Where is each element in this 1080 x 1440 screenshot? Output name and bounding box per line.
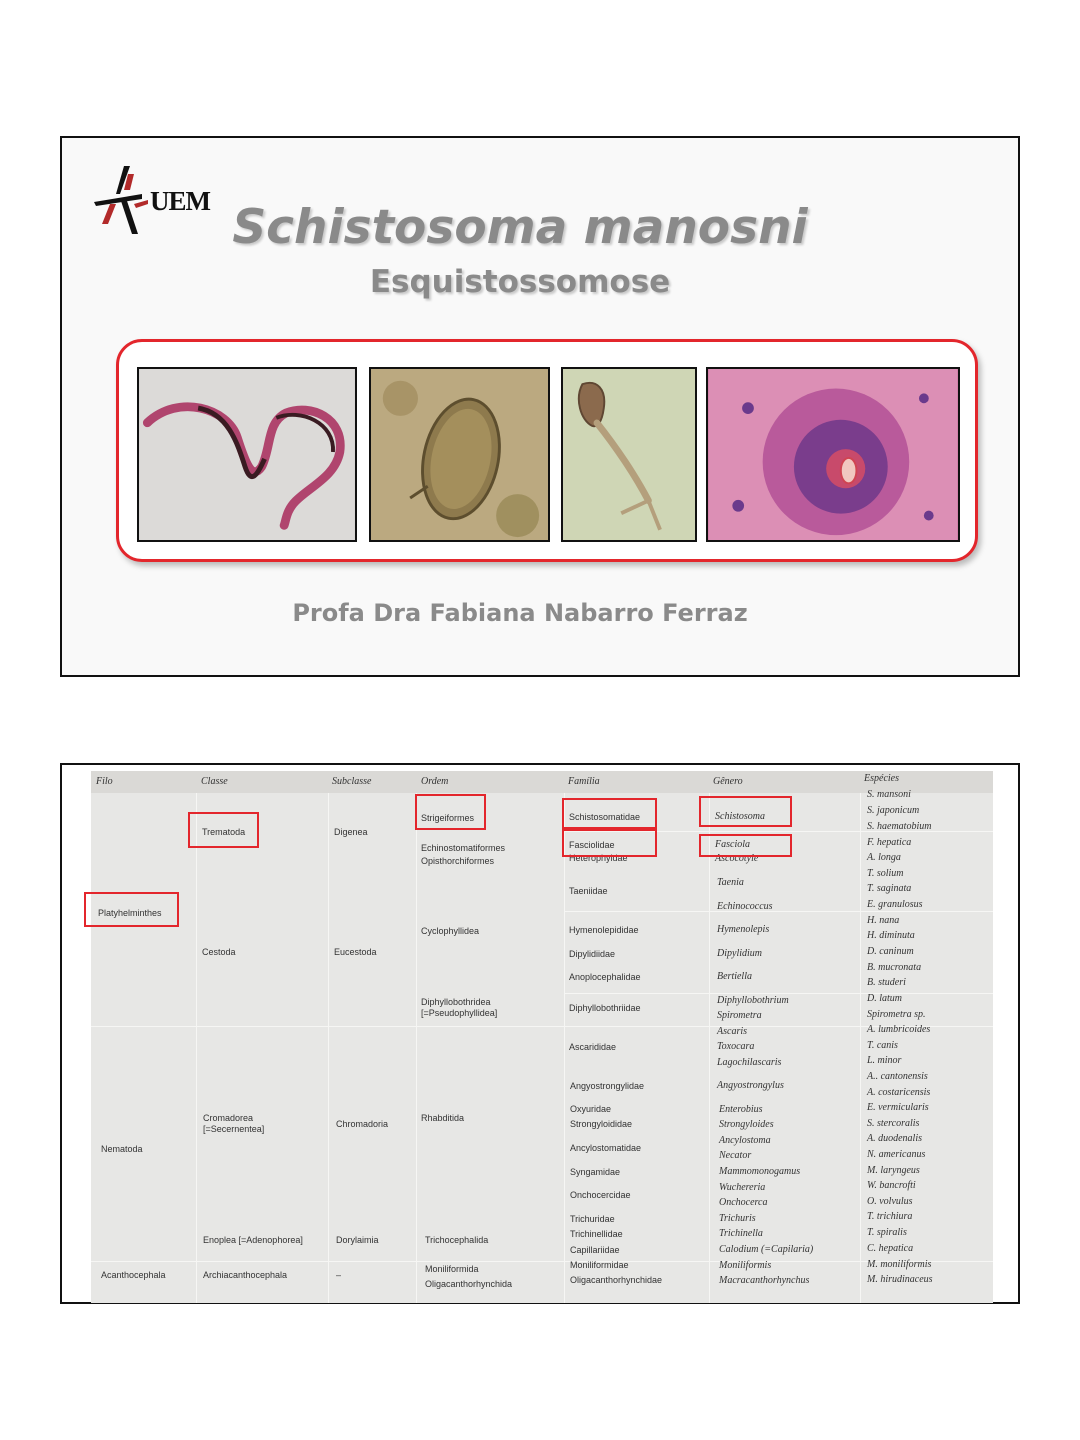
species-t-spiralis: T. spiralis xyxy=(867,1227,907,1238)
header-filo: Filo xyxy=(96,776,113,787)
family-hymenolepididae: Hymenolepididae xyxy=(569,925,639,935)
genus-fasciola: Fasciola xyxy=(715,839,750,850)
genus-enterobius: Enterobius xyxy=(719,1104,763,1115)
adult-worm-image xyxy=(137,367,357,542)
genus-macracanthorhynchus: Macracanthorhynchus xyxy=(719,1275,810,1286)
family-oxyuridae: Oxyuridae xyxy=(570,1104,612,1114)
genus-calodium: Calodium (=Capilaria) xyxy=(719,1244,814,1255)
cercaria-image xyxy=(561,367,697,542)
family-ancylostomatidae: Ancylostomatidae xyxy=(570,1143,642,1153)
family-fasciolidae: Fasciolidae xyxy=(569,840,615,850)
order-rhabditida: Rhabditida xyxy=(421,1113,465,1123)
genus-angyostrongylus: Angyostrongylus xyxy=(717,1080,784,1091)
species-a-duodenalis: A. duodenalis xyxy=(867,1133,922,1144)
species-b-mucronata: B. mucronata xyxy=(867,962,922,973)
family-trichuridae: Trichuridae xyxy=(570,1214,615,1224)
species-s-haematobium: S. haematobium xyxy=(867,821,932,832)
species-s-japonicum: S. japonicum xyxy=(867,805,920,816)
header-especies: Espécies xyxy=(864,773,899,784)
species-n-americanus: N. americanus xyxy=(867,1149,926,1160)
class-archiacanthocephala: Archiacanthocephala xyxy=(203,1270,288,1280)
family-schistosomatidae: Schistosomatidae xyxy=(569,812,641,822)
family-diphyllobothriidae: Diphyllobothriidae xyxy=(569,1003,641,1013)
species-f-hepatica: F. hepatica xyxy=(867,837,912,848)
genus-wuchereria: Wuchereria xyxy=(719,1182,766,1193)
species-b-studeri: B. studeri xyxy=(867,977,906,988)
species-spirometra-sp: Spirometra sp. xyxy=(867,1009,926,1020)
species-t-canis: T. canis xyxy=(867,1040,898,1051)
genus-trichuris: Trichuris xyxy=(719,1213,756,1224)
order-strigeiformes: Strigeiformes xyxy=(421,813,475,823)
header-ordem: Ordem xyxy=(421,776,449,787)
phylum-platyhelminthes: Platyhelminthes xyxy=(98,908,162,918)
species-s-mansoni: S. mansoni xyxy=(867,789,911,800)
family-heterophyidae: Heterophyidae xyxy=(569,853,628,863)
genus-onchocerca: Onchocerca xyxy=(719,1197,768,1208)
title-slide xyxy=(60,136,1020,677)
species-s-stercoralis: S. stercoralis xyxy=(867,1118,920,1129)
genus-schistosoma: Schistosoma xyxy=(715,811,765,822)
class-trematoda: Trematoda xyxy=(202,827,246,837)
genus-echinococcus: Echinococcus xyxy=(717,901,773,912)
species-e-granulosus: E. granulosus xyxy=(867,899,923,910)
phylum-acanthocephala: Acanthocephala xyxy=(101,1270,166,1280)
family-taeniidae: Taeniidae xyxy=(569,886,608,896)
species-m-moniliformis: M. moniliformis xyxy=(867,1259,932,1270)
genus-mammomonogamus: Mammomonogamus xyxy=(719,1166,801,1177)
species-t-saginata: T. saginata xyxy=(867,883,912,894)
genus-taenia: Taenia xyxy=(717,877,744,888)
header-classe: Classe xyxy=(201,776,228,787)
subclass-dorylaimia: Dorylaimia xyxy=(336,1235,379,1245)
species-d-latum: D. latum xyxy=(867,993,902,1004)
species-a-lumbricoides: A. lumbricoides xyxy=(867,1024,931,1035)
header-genero: Gênero xyxy=(713,776,743,787)
highlight-schistosomatidae xyxy=(562,798,657,829)
genus-spirometra: Spirometra xyxy=(717,1010,762,1021)
species-o-volvulus: O. volvulus xyxy=(867,1196,913,1207)
species-a-longa: A. longa xyxy=(867,852,901,863)
species-t-solium: T. solium xyxy=(867,868,904,879)
header-subclasse: Subclasse xyxy=(332,776,372,787)
family-ascarididae: Ascarididae xyxy=(569,1042,617,1052)
genus-hymenolepis: Hymenolepis xyxy=(717,924,770,935)
order-cyclophyllidea: Cyclophyllidea xyxy=(421,926,480,936)
subclass-digenea: Digenea xyxy=(334,827,368,837)
family-capillariidae: Capillariidae xyxy=(570,1245,620,1255)
family-syngamidae: Syngamidae xyxy=(570,1167,621,1177)
species-m-laryngeus: M. laryngeus xyxy=(867,1165,920,1176)
family-strongyloididae: Strongyloididae xyxy=(570,1119,633,1129)
egg-image xyxy=(369,367,550,542)
highlight-trematoda xyxy=(188,812,259,848)
family-moniliformidae: Moniliformidae xyxy=(570,1260,629,1270)
slide-title: Schistosoma manosni xyxy=(232,200,808,255)
species-t-trichiura: T. trichiura xyxy=(867,1211,913,1222)
slide-subtitle: Esquistossomose xyxy=(369,264,671,300)
family-onchocercidae: Onchocercidae xyxy=(570,1190,631,1200)
genus-ascocotyle: Ascocotyle xyxy=(715,853,759,864)
genus-ascaris: Ascaris xyxy=(717,1026,747,1037)
highlight-platyhelminthes xyxy=(84,892,179,927)
highlight-fasciola xyxy=(699,834,792,857)
order-moniliformida: Moniliformida xyxy=(425,1264,479,1274)
family-trichinellidae: Trichinellidae xyxy=(570,1229,623,1239)
species-a-cantonensis: A.. cantonensis xyxy=(867,1071,928,1082)
species-w-bancrofti: W. bancrofti xyxy=(867,1180,916,1191)
subclass-eucestoda: Eucestoda xyxy=(334,947,377,957)
header-familia: Família xyxy=(568,776,600,787)
subclass-chromadoria: Chromadoria xyxy=(336,1119,389,1129)
species-d-caninum: D. caninum xyxy=(867,946,914,957)
subclass-none: – xyxy=(336,1270,342,1280)
order-oligacanthorhynchida: Oligacanthorhynchida xyxy=(425,1279,513,1289)
class-cromadorea: Cromadorea [=Secernentea] xyxy=(203,1113,265,1134)
order-trichocephalida: Trichocephalida xyxy=(425,1235,489,1245)
order-echinostomatiformes: Echinostomatiformes xyxy=(421,843,506,853)
tissue-histology-image xyxy=(706,367,960,542)
highlight-schistosoma xyxy=(699,796,792,827)
taxonomy-slide xyxy=(60,763,1020,1304)
genus-ancylostoma: Ancylostoma xyxy=(719,1135,771,1146)
genus-necator: Necator xyxy=(719,1150,752,1161)
species-l-minor: L. minor xyxy=(867,1055,902,1066)
highlight-strigeiformes xyxy=(415,794,486,830)
family-angyostrongylidae: Angyostrongylidae xyxy=(570,1081,645,1091)
species-a-costaricensis: A. costaricensis xyxy=(867,1087,931,1098)
species-c-hepatica: C. hepatica xyxy=(867,1243,914,1254)
species-m-hirudinaceus: M. hirudinaceus xyxy=(867,1274,933,1285)
order-diphyllobothridea: Diphyllobothridea [=Pseudophyllidea] xyxy=(421,997,498,1018)
genus-diphyllobothrium: Diphyllobothrium xyxy=(717,995,789,1006)
order-opisthorchiformes: Opisthorchiformes xyxy=(421,856,495,866)
genus-lagochilascaris: Lagochilascaris xyxy=(717,1057,782,1068)
family-anoplocephalidae: Anoplocephalidae xyxy=(569,972,641,982)
genus-moniliformis: Moniliformis xyxy=(719,1260,772,1271)
species-h-nana: H. nana xyxy=(867,915,900,926)
photo-frame xyxy=(116,339,978,562)
family-dipylidiidae: Dipylidiidae xyxy=(569,949,616,959)
genus-strongyloides: Strongyloides xyxy=(719,1119,774,1130)
species-e-vermicularis: E. vermicularis xyxy=(867,1102,929,1113)
species-h-diminuta: H. diminuta xyxy=(867,930,915,941)
class-enoplea: Enoplea [=Adenophorea] xyxy=(203,1235,303,1245)
genus-dipylidium: Dipylidium xyxy=(717,948,762,959)
genus-bertiella: Bertiella xyxy=(717,971,752,982)
highlight-fasciolidae xyxy=(562,829,657,857)
family-oligacanthorhynchidae: Oligacanthorhynchidae xyxy=(570,1275,663,1285)
logo-text: UEM xyxy=(150,186,210,216)
phylum-nematoda: Nematoda xyxy=(101,1144,143,1154)
genus-trichinella: Trichinella xyxy=(719,1228,763,1239)
author-name: Profa Dra Fabiana Nabarro Ferraz xyxy=(292,599,748,627)
class-cestoda: Cestoda xyxy=(202,947,236,957)
taxonomy-table xyxy=(91,771,993,1303)
genus-toxocara: Toxocara xyxy=(717,1041,755,1052)
